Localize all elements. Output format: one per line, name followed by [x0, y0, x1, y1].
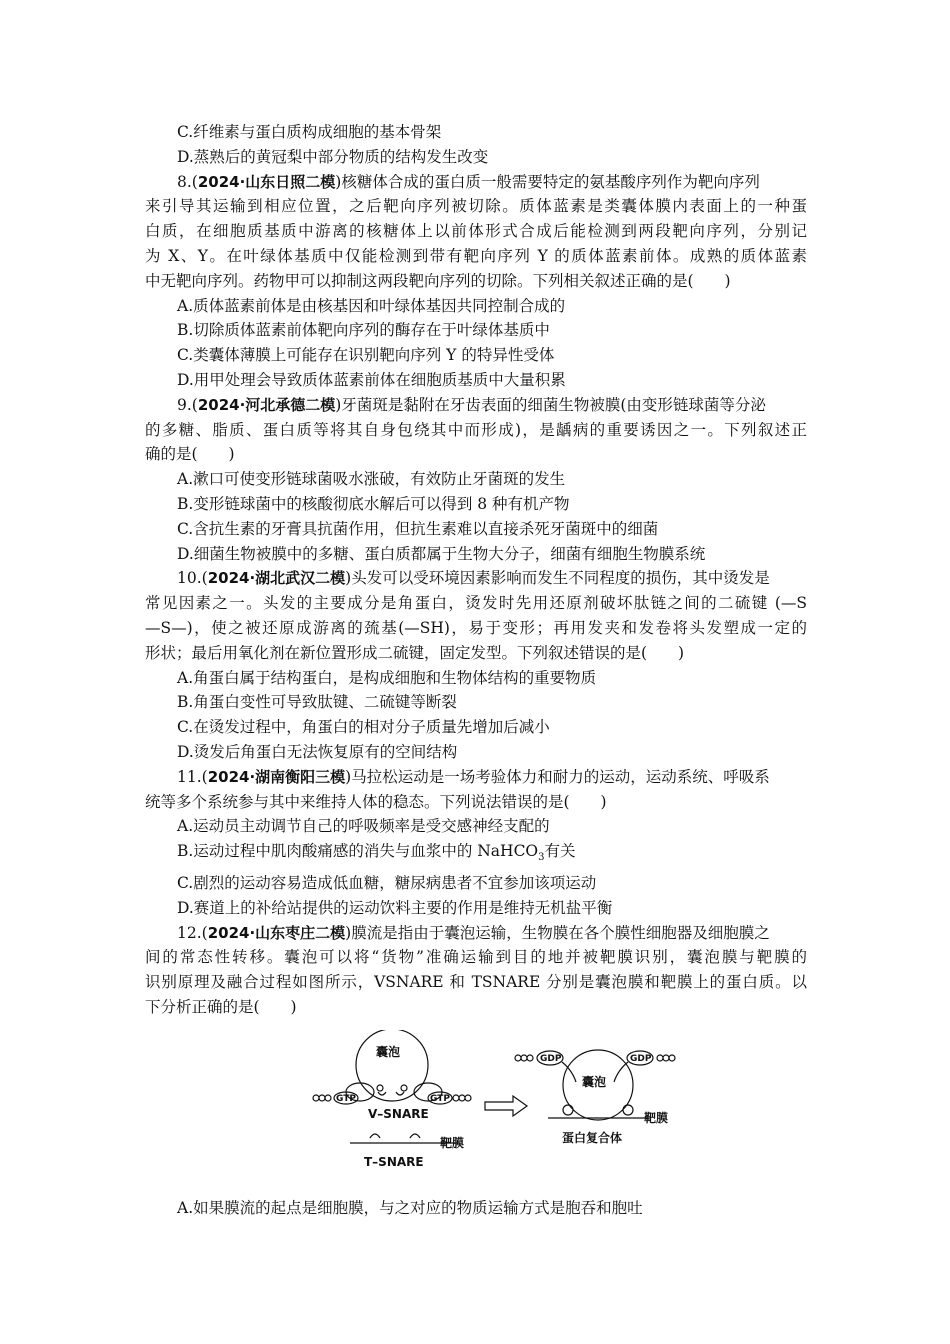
- label-vesicle-right: 囊泡: [582, 1075, 607, 1089]
- q10-source: 2024·湖北武汉二模: [207, 569, 346, 588]
- q8-option-c: C.类囊体薄膜上可能存在识别靶向序列 Y 的特异性受体: [177, 346, 555, 365]
- q10-stem-line: 常见因素之一。头发的主要成分是角蛋白，烫发时先用还原剂破坏肽链之间的二硫键 (—S: [145, 594, 807, 613]
- q11-option-c: C.剧烈的运动容易造成低血糖，糖尿病患者不宜参加该项运动: [177, 874, 597, 892]
- q12-option-a: A.如果膜流的起点是细胞膜，与之对应的物质运输方式是胞吞和胞吐: [177, 1199, 643, 1217]
- q12-source: 2024·山东枣庄二模: [207, 923, 346, 942]
- q11-option-b: B.运动过程中肌肉酸痛感的消失与血浆中的 NaHCO$_3$有关: [177, 842, 576, 864]
- label-gtp-right: GTP: [430, 1094, 450, 1104]
- q8-stem-line: 白质，在细胞质基质中游离的核糖体上以前体形式合成后能检测到两段靶向序列，分别记: [145, 222, 807, 241]
- q8-stem-line: 8.(2024·山东日照二模)核糖体合成的蛋白质一般需要特定的氨基酸序列作为靶向序列: [177, 172, 760, 191]
- label-protein-complex: 蛋白复合体: [562, 1131, 623, 1145]
- q8-option-d: D.用甲处理会导致质体蓝素前体在细胞质基质中大量积累: [177, 370, 566, 389]
- q10-stem-line: —S—)，使之被还原成游离的巯基(—SH)，易于变形；再用发夹和发卷将头发塑成一定的: [145, 618, 807, 637]
- q8-source: 2024·山东日照二模: [197, 172, 336, 191]
- q8-stem-line: 中无靶向序列。药物甲可以抑制这两段靶向序列的切除。下列相关叙述正确的是( ): [145, 271, 731, 290]
- q10-option-d: D.烫发后角蛋白无法恢复原有的空间结构: [177, 742, 458, 761]
- q8-option-b: B.切除质体蓝素前体靶向序列的酶存在于叶绿体基质中: [177, 321, 550, 340]
- q11-option-a: A.运动员主动调节自己的呼吸频率是受交感神经支配的: [177, 817, 550, 836]
- snare-fusion-diagram: [310, 1030, 690, 1180]
- option-d-prev: D.蒸熟后的黄冠梨中部分物质的结构发生改变: [177, 147, 489, 166]
- q10-option-c: C.在烫发过程中，角蛋白的相对分子质量先增加后减小: [177, 718, 550, 737]
- arrow-icon: [485, 1096, 527, 1116]
- q9-stem-line: 的多糖、脂质、蛋白质等将其自身包绕其中而形成)，是龋病的重要诱因之一。下列叙述正: [145, 420, 807, 439]
- q12-stem-line: 间的常态性转移。囊泡可以将“货物”准确运输到目的地并被靶膜识别，囊泡膜与靶膜的: [145, 948, 807, 967]
- q11-option-d: D.赛道上的补给站提供的运动饮料主要的作用是维持无机盐平衡: [177, 898, 613, 917]
- label-vesicle-left: 囊泡: [376, 1045, 401, 1059]
- label-gdp-right: GDP: [630, 1054, 652, 1064]
- label-gtp-left: GTP: [336, 1094, 356, 1104]
- q11-stem-line: 统等多个系统参与其中来维持人体的稳态。下列说法错误的是( ): [145, 792, 607, 811]
- q9-stem-line: 9.(2024·河北承德二模)牙菌斑是黏附在牙齿表面的细菌生物被膜(由变形链球菌等分泌: [177, 395, 766, 414]
- diagram-svg: [310, 1030, 690, 1180]
- q10-stem-line: 形状；最后用氧化剂在新位置形成二硫键，固定发型。下列叙述错误的是( ): [145, 643, 685, 662]
- q9-option-c: C.含抗生素的牙膏具抗菌作用，但抗生素难以直接杀死牙菌斑中的细菌: [177, 519, 659, 538]
- q10-option-a: A.角蛋白属于结构蛋白，是构成细胞和生物体结构的重要物质: [177, 668, 597, 687]
- q10-option-b: B.角蛋白变性可导致肽键、二硫键等断裂: [177, 693, 457, 712]
- q11-stem-line: 11.(2024·湖南衡阳三模)马拉松运动是一场考验体力和耐力的运动，运动系统、呼吸系: [177, 767, 770, 786]
- q10-stem-line: 10.(2024·湖北武汉二模)头发可以受环境因素影响而发生不同程度的损伤，其中烫发是: [177, 569, 770, 588]
- q9-source: 2024·河北承德二模: [197, 395, 336, 414]
- q8-option-a: A.质体蓝素前体是由核基因和叶绿体基因共同控制合成的: [177, 296, 566, 315]
- label-vsnare: V–SNARE: [368, 1107, 429, 1121]
- q9-stem-line: 确的是( ): [145, 445, 235, 464]
- vesicle-circle-left: [356, 1030, 428, 1101]
- label-tsnare: T–SNARE: [364, 1155, 424, 1169]
- q9-option-a: A.漱口可使变形链球菌吸水涨破，有效防止牙菌斑的发生: [177, 470, 566, 489]
- label-gdp-left: GDP: [540, 1054, 562, 1064]
- q12-stem-line: 12.(2024·山东枣庄二模)膜流是指由于囊泡运输，生物膜在各个膜性细胞器及细胞膜之: [177, 923, 770, 942]
- question-page: [145, 120, 807, 1020]
- q12-stem-line: 识别原理及融合过程如图所示，VSNARE 和 TSNARE 分别是囊泡膜和靶膜上的蛋白质。以: [145, 973, 807, 992]
- option-c-prev: C.纤维素与蛋白质构成细胞的基本骨架: [177, 123, 442, 141]
- q8-stem-line: 来引导其运输到相应位置，之后靶向序列被切除。质体蓝素是类囊体膜内表面上的一种蛋: [145, 197, 807, 216]
- q8-stem-line: 为 X、Y。在叶绿体基质中仅能检测到带有靶向序列 Y 的质体蓝素前体。成熟的质体蓝素: [145, 246, 807, 265]
- q9-option-d: D.细菌生物被膜中的多糖、蛋白质都属于生物大分子，细菌有细胞生物膜系统: [177, 544, 706, 563]
- q11-source: 2024·湖南衡阳三模: [207, 767, 346, 786]
- q12-stem-line: 下分析正确的是( ): [145, 997, 297, 1016]
- label-target-membrane-right: 靶膜: [644, 1111, 669, 1125]
- label-target-membrane-left: 靶膜: [440, 1136, 465, 1150]
- q9-option-b: B.变形链球菌中的核酸彻底水解后可以得到 8 种有机产物: [177, 494, 570, 513]
